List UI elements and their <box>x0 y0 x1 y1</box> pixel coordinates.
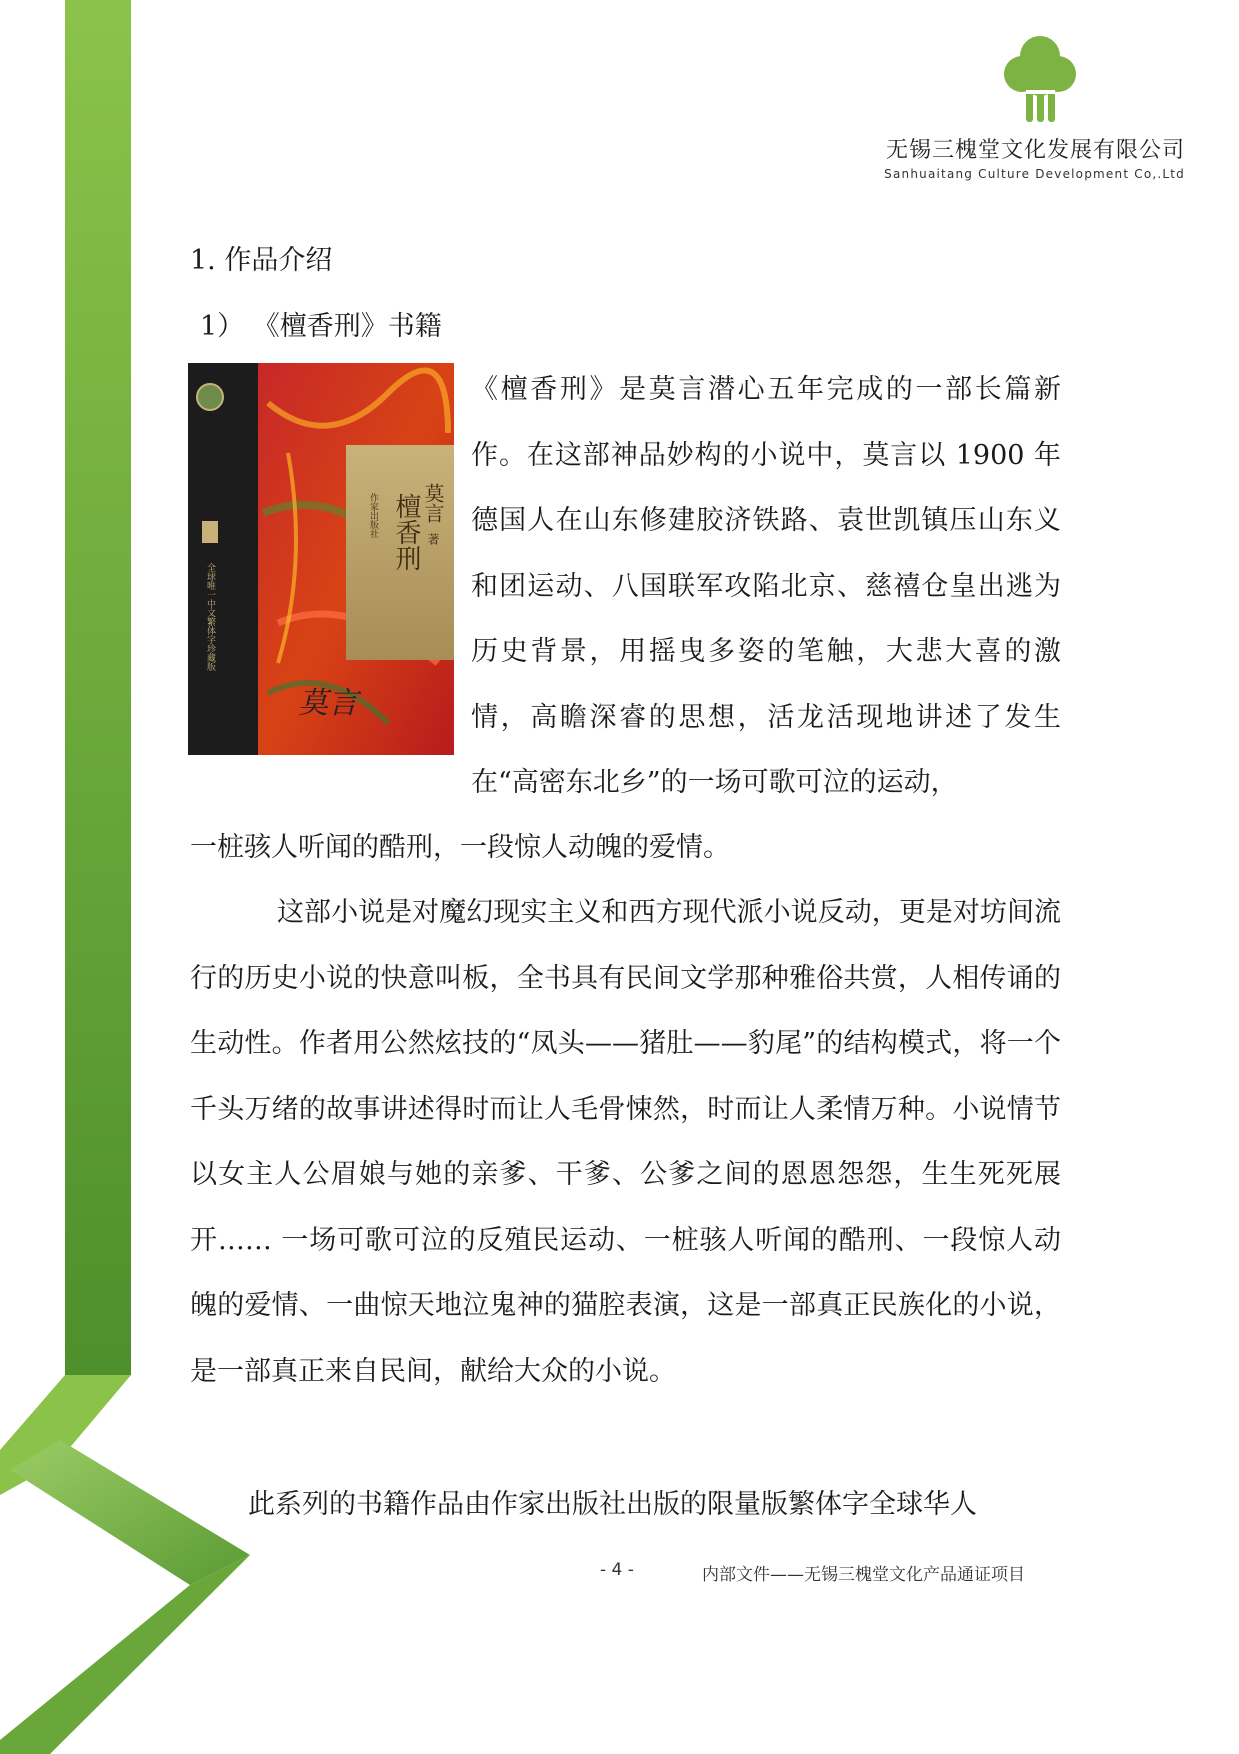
section-subtitle: 1） 《檀香刑》书籍 <box>200 311 442 342</box>
paragraph-1-beside-image: 《檀香刑》是莫言潜心五年完成的一部长篇新作。在这部神品妙构的小说中，莫言以 1900 年德国人在山东修建胶济铁路、袁世凯镇压山东义和团运动、八国联军攻陷北京、慈禧仓皇出逃为历史背景，用摇曳多姿的笔触，大悲大喜的激情，高瞻深睿的思想，活龙活现地讲述了发生在“高密东北乡”的一场可歌可泣的运动， <box>471 374 1061 798</box>
company-name-en: Sanhuaitang Culture Development Co,.Ltd <box>884 167 1185 181</box>
tree-logo-icon <box>1000 34 1080 124</box>
company-name-cn: 无锡三槐堂文化发展有限公司 <box>885 138 1185 163</box>
footer-note: 内部文件——无锡三槐堂文化产品通证项目 <box>702 1565 1025 1585</box>
cover-series-note: 全球唯一中文繁体字珍藏版 <box>205 563 215 671</box>
cover-author-suffix: 著 <box>426 533 440 545</box>
paragraph-3: 此系列的书籍作品由作家出版社出版的限量版繁体字全球华人 <box>248 1489 977 1520</box>
book-cover-image <box>188 363 454 755</box>
cover-publisher: 作家出版社 <box>368 493 378 538</box>
paragraph-2: 这部小说是对魔幻现实主义和西方现代派小说反动，更是对坊间流行的历史小说的快意叫板，全书具有民间文学那种雅俗共赏，人相传诵的生动性。作者用公然炫技的“凤头——猪肚——豹尾”的结构模式，将一个千头万绪的故事讲述得时而让人毛骨悚然，时而让人柔情万种。小说情节以女主人公眉娘与她的亲爹、干爹、公爹之间的恩恩怨怨，生生死死展开…… 一场可歌可泣的反殖民运动、一桩骇人听闻的酷刑、一段惊人动魄的爱情、一曲惊天地泣鬼神的猫腔表演，这是一部真正民族化的小说，是一部真正来自民间，献给大众的小说。 <box>190 897 1061 1387</box>
cover-signature: 莫言 <box>298 686 358 721</box>
section-title: 1. 作品介绍 <box>190 245 333 276</box>
page-number: - 4 - <box>600 1560 634 1580</box>
cover-title: 檀香刑 <box>391 493 421 571</box>
paragraph-1-continuation: 一桩骇人听闻的酷刑，一段惊人动魄的爱情。 <box>190 832 730 863</box>
cover-author: 莫言 <box>421 483 445 523</box>
